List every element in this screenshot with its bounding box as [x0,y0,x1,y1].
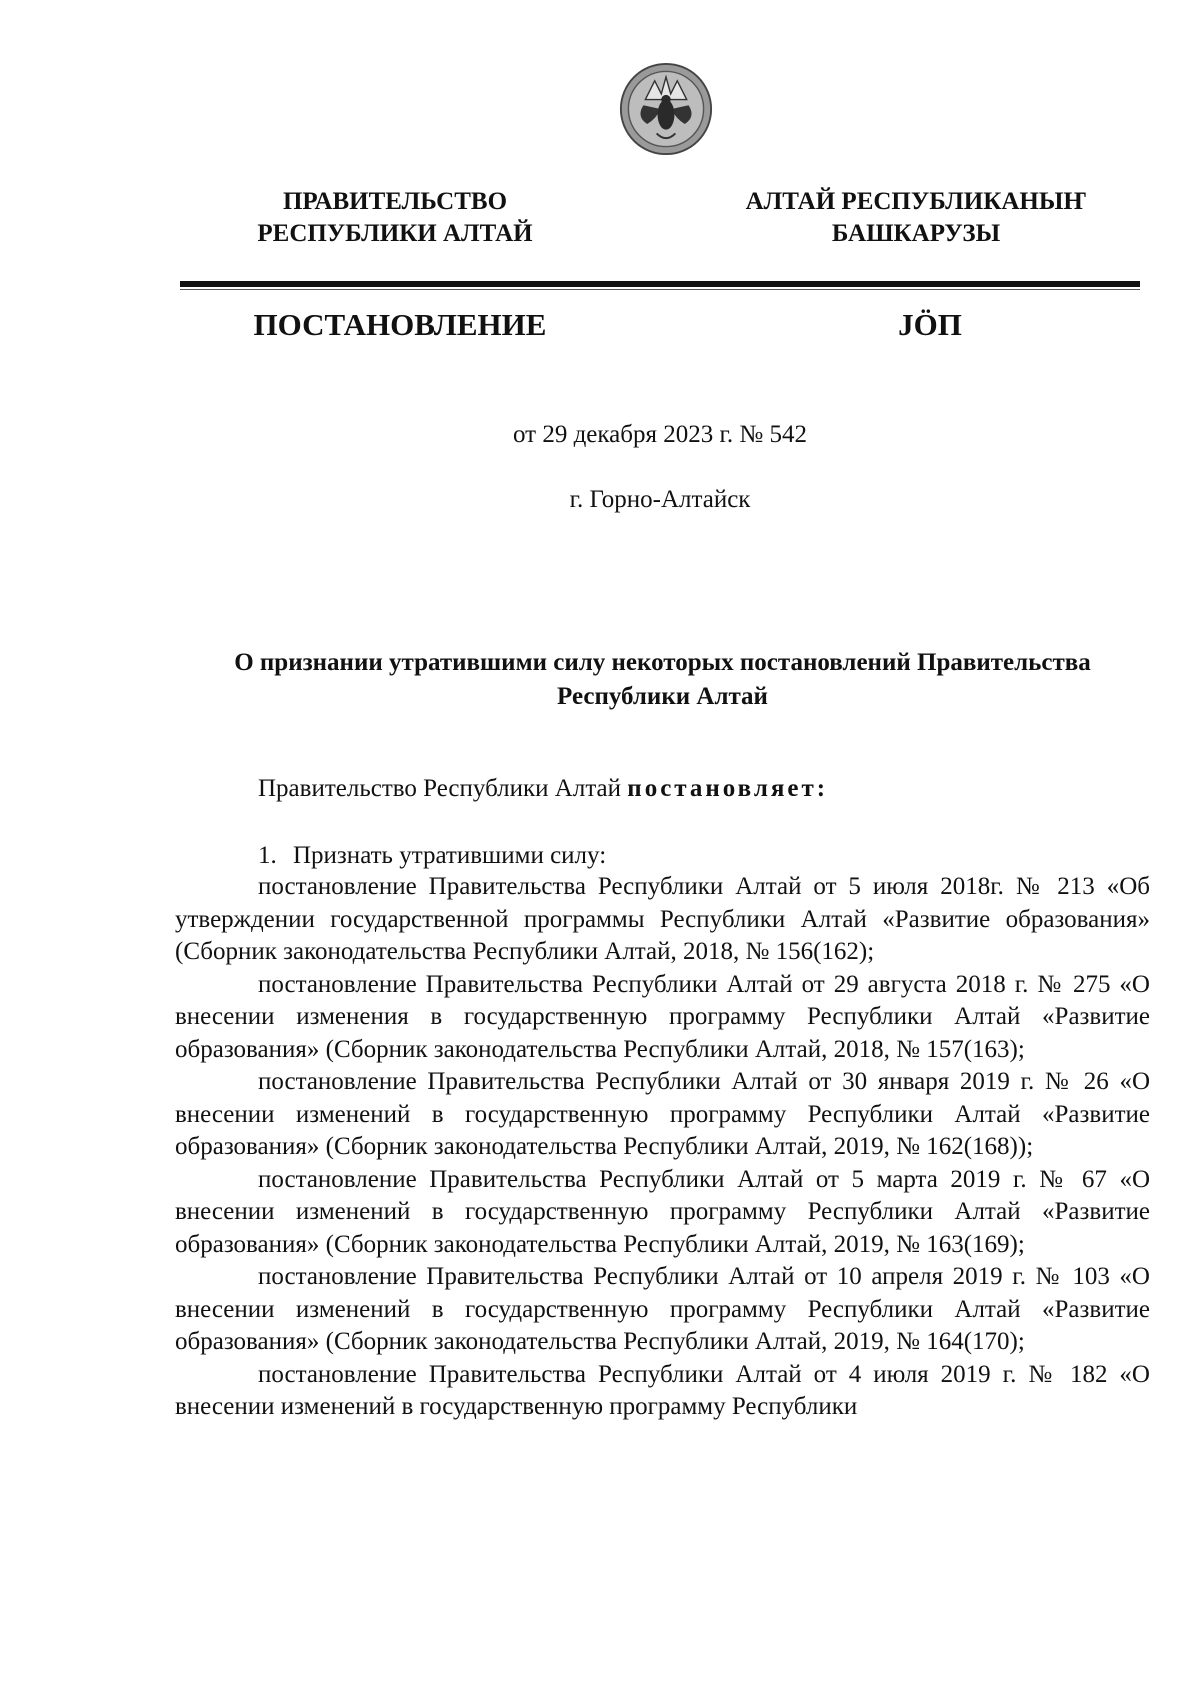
doc-type-altai: JÖП [898,307,962,342]
list-item: постановление Правительства Республики Алтай от 10 апреля 2019 г. № 103 «О внесении изменений в государственную программу Республики Алтай «Развитие образования» (Сборник законодательства Республики Алтай, 2019, № 164(170); [175,1263,1150,1355]
list-item: постановление Правительства Республики Алтай от 30 января 2019 г. № 26 «О внесении изменений в государственную программу Республики Алтай «Развитие образования» (Сборник законодательства Республики Алтай, 2019, № 162(168)); [175,1068,1150,1160]
issuer-name-russian-line2: РЕСПУБЛИКИ АЛТАЙ [257,220,533,247]
document-title [175,646,1150,714]
list-item: постановление Правительства Республики Алтай от 5 июля 2018г. № 213 «Об утверждении государственной программы Республики Алтай «Развитие образования» (Сборник законодательства Республики Алтай, 2018, № 156(162); [175,873,1150,965]
issuer-name-altai-line2: БАШКАРУЗЫ [831,220,1001,247]
header-divider-thick [180,281,1140,287]
date-and-number: от 29 декабря 2023 г. № 542 [512,421,808,448]
clause-1-number: 1. [258,842,277,869]
preamble [175,773,1150,805]
list-item: постановление Правительства Республики Алтай от 4 июля 2019 г. № 182 «О внесении изменений в государственную программу Республики [175,1360,1150,1420]
header-divider-thin [180,289,1140,290]
preamble-emphasis: постановляет: [627,775,829,802]
document-title-line2: Республики Алтай [557,683,768,710]
clause-1-text: Признать утратившими силу: [293,842,607,869]
issuer-name-altai-line1: АЛТАЙ РЕСПУБЛИКАНЫҤ [745,188,1087,215]
list-item: постановление Правительства Республики Алтай от 5 марта 2019 г. № 67 «О внесении изменений в государственную программу Республики Алтай «Развитие образования» (Сборник законодательства Республики Алтай, 2019, № 163(169); [175,1165,1150,1258]
issuer-name-altai [736,186,1096,250]
repealed-resolutions-list [175,871,1150,1424]
issuer-name-russian [230,186,560,250]
coat-of-arms-icon [619,62,713,156]
issuer-name-russian-line1: ПРАВИТЕЛЬСТВО [282,188,508,215]
list-item: постановление Правительства Республики Алтай от 29 августа 2018 г. № 275 «О внесении изменения в государственную программу Республики Алтай «Развитие образования» (Сборник законодательства Республики Алтай, 2018, № 157(163); [175,970,1150,1063]
preamble-text: Правительство Республики Алтай [258,775,628,802]
city-of-issue: г. Горно-Алтайск [569,486,751,513]
document-title-line1: О признании утратившими силу некоторых постановлений Правительства [234,649,1091,676]
clause-1 [175,840,1150,872]
doc-type-russian: ПОСТАНОВЛЕНИЕ [253,307,547,342]
